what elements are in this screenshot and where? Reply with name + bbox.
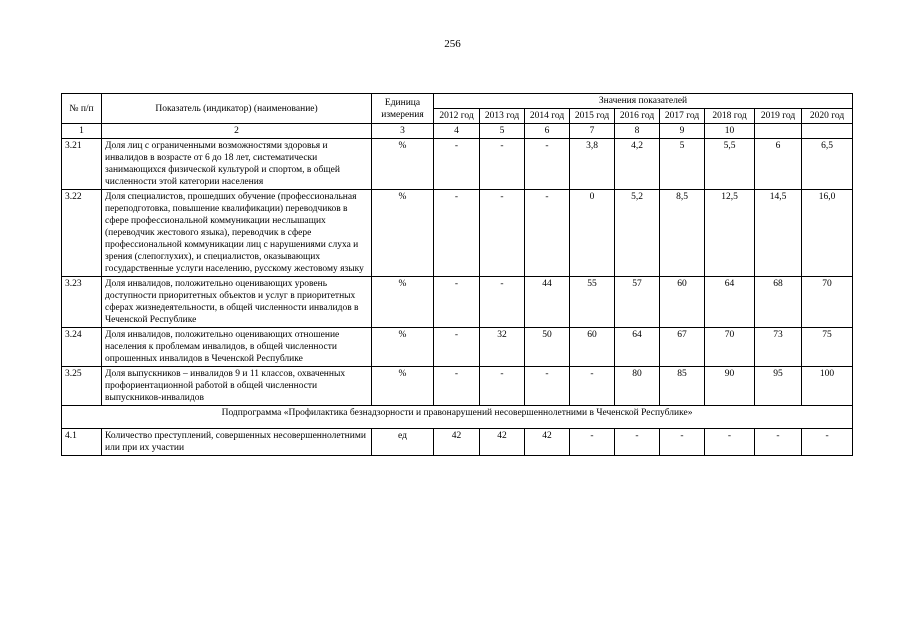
column-number: 1 [62, 124, 102, 139]
row-indicator-name: Доля лиц с ограниченными возможностями здоровья и инвалидов в возрасте от 6 до 18 лет, систематически занимающихся физической культурой и спортом, в общей численности этой категории населения [102, 139, 372, 190]
row-value: - [525, 367, 570, 406]
row-unit: % [372, 277, 434, 328]
row-value: 64 [705, 277, 755, 328]
row-value: 42 [434, 429, 480, 456]
row-indicator-name: Доля инвалидов, положительно оценивающих отношение населения к проблемам инвалидов, в общей численности опрошенных инвалидов в Чеченской Республике [102, 328, 372, 367]
column-number [802, 124, 853, 139]
row-value: 73 [755, 328, 802, 367]
row-value: - [434, 328, 480, 367]
row-indicator-name: Доля выпускников – инвалидов 9 и 11 классов, охваченных профориентационной работой в общей численности выпускников-инвалидов [102, 367, 372, 406]
row-unit: % [372, 190, 434, 277]
row-value: - [525, 190, 570, 277]
row-value: - [525, 139, 570, 190]
row-value: 100 [802, 367, 853, 406]
page-number: 256 [444, 38, 461, 50]
row-value: 68 [755, 277, 802, 328]
row-value: 50 [525, 328, 570, 367]
indicators-table [61, 93, 853, 456]
row-value: 0 [570, 190, 615, 277]
column-number: 2 [102, 124, 372, 139]
header-year: 2017 год [660, 109, 705, 124]
row-value: 44 [525, 277, 570, 328]
row-value: 70 [705, 328, 755, 367]
column-number: 10 [705, 124, 755, 139]
row-value: 60 [660, 277, 705, 328]
header-year: 2013 год [480, 109, 525, 124]
row-value: 70 [802, 277, 853, 328]
row-value: 6,5 [802, 139, 853, 190]
column-number: 9 [660, 124, 705, 139]
row-value: 16,0 [802, 190, 853, 277]
column-number: 5 [480, 124, 525, 139]
row-value: - [570, 429, 615, 456]
row-value: - [480, 139, 525, 190]
row-number: 3.22 [62, 190, 102, 277]
row-value: 80 [615, 367, 660, 406]
row-value: - [480, 190, 525, 277]
header-unit: Единица измерения [372, 94, 434, 124]
column-number: 6 [525, 124, 570, 139]
row-unit: % [372, 328, 434, 367]
row-value: - [615, 429, 660, 456]
column-number: 8 [615, 124, 660, 139]
row-value: - [434, 139, 480, 190]
column-numbers-row [62, 124, 853, 139]
table-row [62, 367, 853, 406]
row-value: 55 [570, 277, 615, 328]
header-num: № п/п [62, 94, 102, 124]
header-year: 2016 год [615, 109, 660, 124]
column-number: 4 [434, 124, 480, 139]
row-value: 57 [615, 277, 660, 328]
row-value: - [660, 429, 705, 456]
row-value: - [755, 429, 802, 456]
row-value: - [434, 367, 480, 406]
table-row [62, 429, 853, 456]
row-number: 3.25 [62, 367, 102, 406]
row-value: 85 [660, 367, 705, 406]
row-value: - [480, 367, 525, 406]
column-number: 3 [372, 124, 434, 139]
header-values-group: Значения показателей [434, 94, 853, 109]
header-year: 2018 год [705, 109, 755, 124]
row-value: - [705, 429, 755, 456]
table-row [62, 277, 853, 328]
row-value: - [480, 277, 525, 328]
header-row-1 [62, 94, 853, 109]
row-value: 5,2 [615, 190, 660, 277]
row-value: 64 [615, 328, 660, 367]
header-year: 2019 год [755, 109, 802, 124]
row-indicator-name: Количество преступлений, совершенных несовершеннолетними или при их участии [102, 429, 372, 456]
row-unit: ед [372, 429, 434, 456]
row-value: 8,5 [660, 190, 705, 277]
header-year: 2015 год [570, 109, 615, 124]
row-indicator-name: Доля специалистов, прошедших обучение (профессиональная переподготовка, повышение квалификации) переводчиков в сфере профессиональной коммуникации неслышащих (переводчик жестового языка), переводчик в сфере профессиональной коммуникации лиц с нарушениями слуха и зрения (слепоглухих), и специалистов, оказывающих государственные услуги населению, русскому жестовому языку [102, 190, 372, 277]
row-value: 5,5 [705, 139, 755, 190]
column-number: 7 [570, 124, 615, 139]
header-year: 2020 год [802, 109, 853, 124]
table-row [62, 139, 853, 190]
table-row [62, 328, 853, 367]
column-number [755, 124, 802, 139]
row-number: 3.21 [62, 139, 102, 190]
header-year: 2012 год [434, 109, 480, 124]
row-value: 75 [802, 328, 853, 367]
subprogram-title: Подпрограмма «Профилактика безнадзорности и правонарушений несовершеннолетними в Чеченской Республике» [62, 406, 853, 429]
row-unit: % [372, 367, 434, 406]
row-value: 90 [705, 367, 755, 406]
row-value: - [570, 367, 615, 406]
row-value: 3,8 [570, 139, 615, 190]
row-value: - [434, 190, 480, 277]
row-number: 4.1 [62, 429, 102, 456]
row-number: 3.23 [62, 277, 102, 328]
row-value: 60 [570, 328, 615, 367]
row-indicator-name: Доля инвалидов, положительно оценивающих уровень доступности приоритетных объектов и услуг в приоритетных сферах жизнедеятельности, в общей численности инвалидов в Чеченской Республике [102, 277, 372, 328]
row-value: 95 [755, 367, 802, 406]
table-row [62, 190, 853, 277]
header-indicator: Показатель (индикатор) (наименование) [102, 94, 372, 124]
row-value: 67 [660, 328, 705, 367]
row-value: 42 [480, 429, 525, 456]
row-value: 6 [755, 139, 802, 190]
row-value: - [802, 429, 853, 456]
row-unit: % [372, 139, 434, 190]
row-value: 32 [480, 328, 525, 367]
subprogram-row [62, 406, 853, 429]
row-number: 3.24 [62, 328, 102, 367]
row-value: - [434, 277, 480, 328]
row-value: 14,5 [755, 190, 802, 277]
row-value: 5 [660, 139, 705, 190]
row-value: 12,5 [705, 190, 755, 277]
row-value: 4,2 [615, 139, 660, 190]
header-year: 2014 год [525, 109, 570, 124]
row-value: 42 [525, 429, 570, 456]
